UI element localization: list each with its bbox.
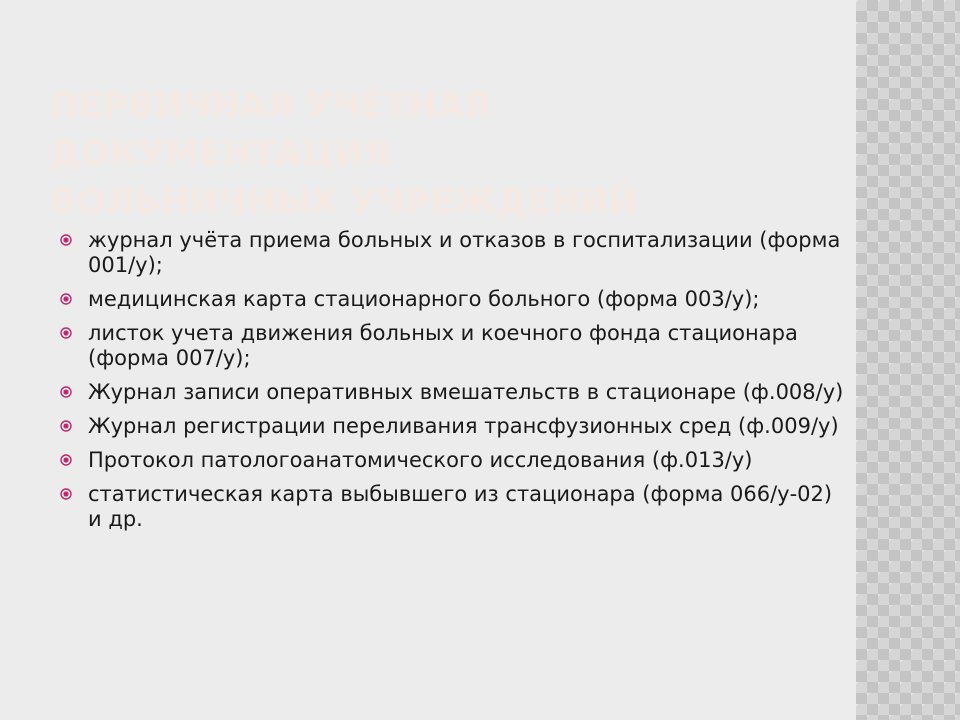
bullet-list (60, 228, 850, 541)
list-item (60, 321, 850, 371)
circle-bullet-icon (60, 420, 72, 432)
circle-bullet-icon (60, 327, 72, 339)
circle-bullet-icon (60, 454, 72, 466)
slide-title (50, 82, 840, 226)
list-item (60, 380, 850, 405)
title-line-2: БОЛЬНИЧНЫХ УЧРЕЖДЕНИЙ (50, 182, 638, 222)
circle-bullet-icon (60, 386, 72, 398)
list-item (60, 414, 850, 439)
list-item (60, 482, 850, 532)
list-item-text: Журнал регистрации переливания трансфузионных сред (ф.009/у) (88, 414, 839, 438)
list-item (60, 228, 850, 278)
list-item-text: листок учета движения больных и коечного фонда стационара (форма 007/у); (88, 321, 798, 370)
title-line-1: ПЕРВИЧНАЯ УЧЁТНАЯ ДОКУМЕНТАЦИЯ (50, 86, 491, 174)
list-item-text: статистическая карта выбывшего из стационара (форма 066/у-02) и др. (88, 482, 833, 531)
list-item-text: медицинская карта стационарного больного (форма 003/у); (88, 287, 760, 311)
list-item-text: журнал учёта приема больных и отказов в госпитализации (форма 001/у); (88, 228, 841, 277)
list-item (60, 448, 850, 473)
circle-bullet-icon (60, 293, 72, 305)
circle-bullet-icon (60, 488, 72, 500)
list-item (60, 287, 850, 312)
list-item-text: Протокол патологоанатомического исследования (ф.013/у) (88, 448, 753, 472)
decorative-side-pattern (856, 0, 960, 720)
circle-bullet-icon (60, 234, 72, 246)
list-item-text: Журнал записи оперативных вмешательств в стационаре (ф.008/у) (88, 380, 844, 404)
